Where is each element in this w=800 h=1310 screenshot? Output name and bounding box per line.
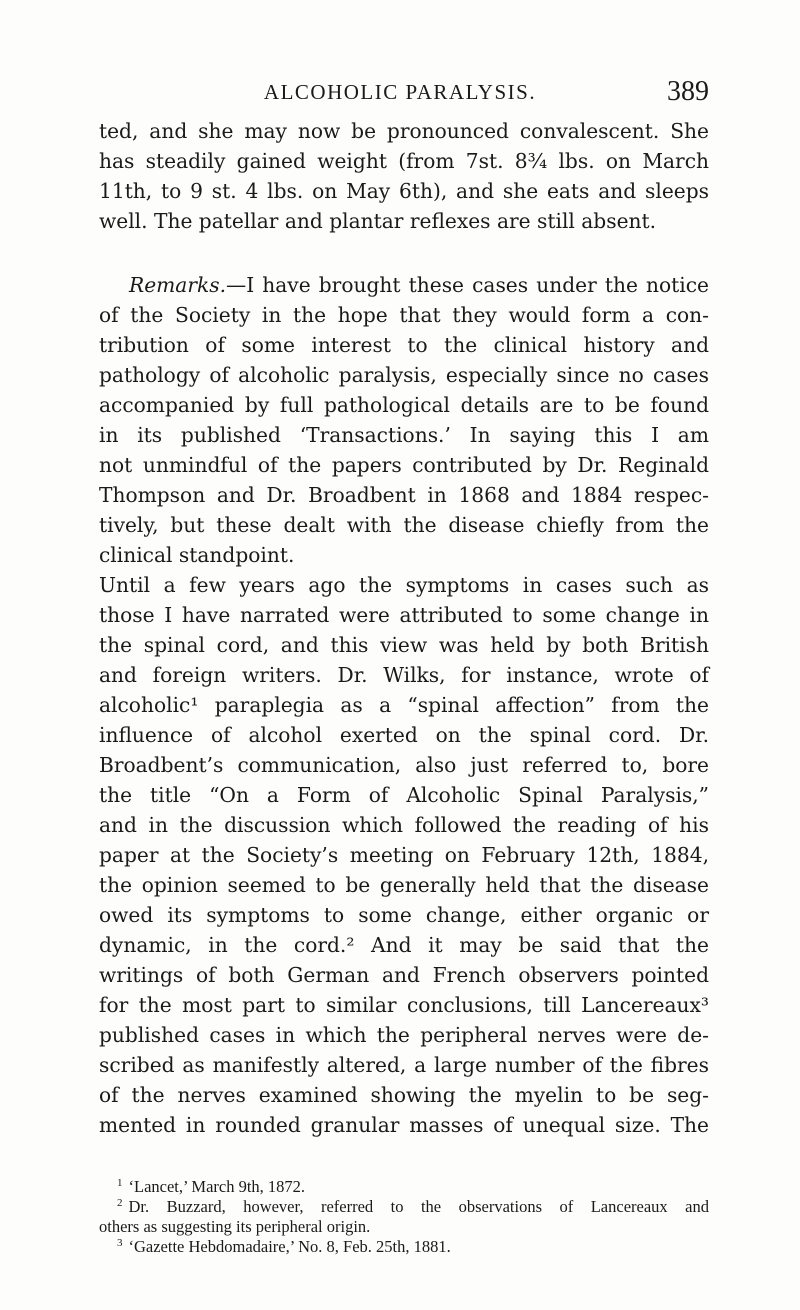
section-lead: Remarks. <box>129 273 226 297</box>
paragraph <box>99 270 709 570</box>
text-line: has steadily gained weight (from 7st. 8¾ lbs. on March <box>99 149 709 173</box>
text-line: and in the discussion which followed the reading of his <box>99 813 709 837</box>
text-line: scribed as manifestly altered, a large number of the fibres <box>99 1053 709 1077</box>
text-line: Thompson and Dr. Broadbent in 1868 and 1884 respec- <box>99 483 709 507</box>
text-line: well. The patellar and plantar reflexes are still absent. <box>99 209 657 233</box>
text-line: for the most part to similar conclusions, till Lancereaux³ <box>99 993 709 1017</box>
text-line: the opinion seemed to be generally held that the disease <box>99 873 709 897</box>
page-number: 389 <box>667 76 709 107</box>
text-line: and foreign writers. Dr. Wilks, for instance, wrote of <box>99 663 709 687</box>
footnote: $^1$ ‘Lancet,’ March 9th, 1872. <box>117 1176 306 1196</box>
text-line: those I have narrated were attributed to some change in <box>99 603 709 627</box>
body-text <box>99 116 709 1140</box>
text-line: owed its symptoms to some change, either organic or <box>99 903 709 927</box>
text-line: writings of both German and French observers pointed <box>99 963 709 987</box>
text-line: paper at the Society’s meeting on February 12th, 1884, <box>99 843 709 867</box>
running-title: ALCOHOLIC PARALYSIS. <box>263 80 537 104</box>
footnote: $^3$ ‘Gazette Hebdomadaire,’ No. 8, Feb. 25th, 1881. <box>117 1236 451 1256</box>
text-line: mented in rounded granular masses of unequal size. The <box>99 1113 709 1137</box>
footnote: others as suggesting its peripheral origin. <box>99 1217 371 1236</box>
paragraph <box>99 116 709 236</box>
text-line: influence of alcohol exerted on the spinal cord. Dr. <box>99 723 709 747</box>
paragraph <box>99 570 709 1140</box>
footnote-number: 2 <box>117 1196 123 1209</box>
text-line: of the nerves examined showing the myelin to be seg- <box>99 1083 709 1107</box>
footnote: $^2$ Dr. Buzzard, however, referred to the observations of Lancereaux and <box>117 1196 709 1216</box>
text-line: ted, and she may now be pronounced convalescent. She <box>99 119 709 143</box>
text-line: of the Society in the hope that they would form a con- <box>99 303 709 327</box>
text-line: tively, but these dealt with the disease chiefly from the <box>99 513 709 537</box>
text-line: accompanied by full pathological details are to be found <box>99 393 709 417</box>
text-line: 11th, to 9 st. 4 lbs. on May 6th), and she eats and sleeps <box>99 179 709 203</box>
text-line: Until a few years ago the symptoms in cases such as <box>99 573 709 597</box>
text-line: Remarks.—I have brought these cases under the notice <box>129 273 709 297</box>
text-line: clinical standpoint. <box>99 543 295 567</box>
footnote-number: 3 <box>117 1236 123 1249</box>
text-line: dynamic, in the cord.² And it may be said that the <box>99 933 709 957</box>
footnotes <box>99 1177 709 1257</box>
text-line: alcoholic¹ paraplegia as a “spinal affection” from the <box>99 693 709 717</box>
text-line: pathology of alcoholic paralysis, especially since no cases <box>99 363 709 387</box>
text-line: not unmindful of the papers contributed by Dr. Reginald <box>99 453 709 477</box>
text-line: Broadbent’s communication, also just referred to, bore <box>99 753 709 777</box>
footnote-number: 1 <box>117 1176 123 1189</box>
page-header <box>0 76 800 110</box>
text-line: published cases in which the peripheral nerves were de- <box>99 1023 709 1047</box>
text-line: in its published ‘Transactions.’ In saying this I am <box>99 423 709 447</box>
text-line: the title “On a Form of Alcoholic Spinal Paralysis,” <box>99 783 709 807</box>
text-line: tribution of some interest to the clinical history and <box>99 333 709 357</box>
text-line: the spinal cord, and this view was held by both British <box>99 633 709 657</box>
